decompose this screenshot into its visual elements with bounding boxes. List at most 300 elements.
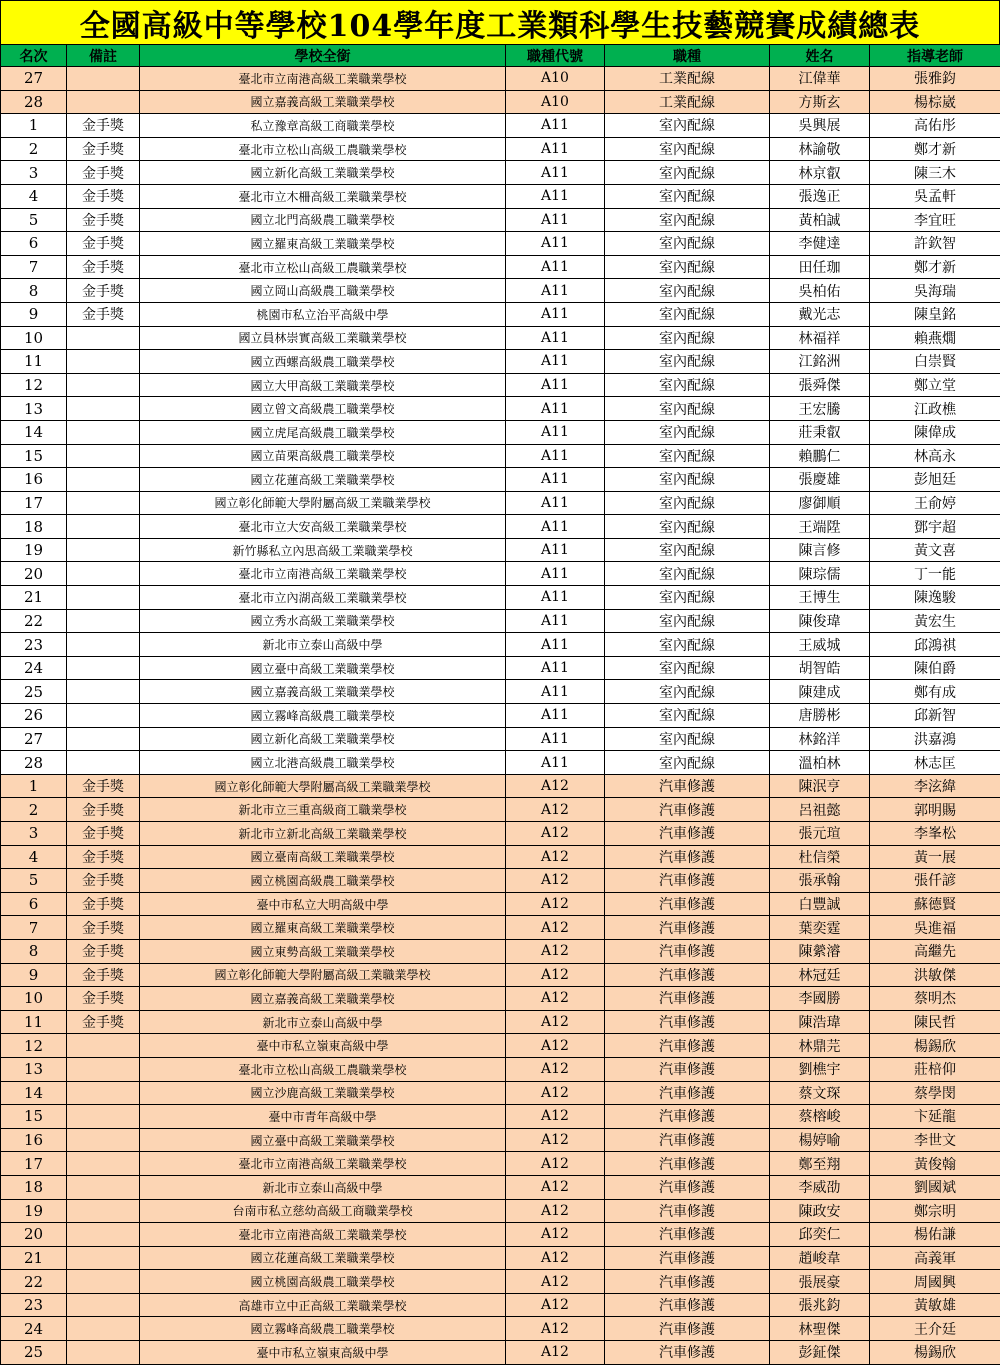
cell-rank: 12: [1, 373, 67, 397]
cell-trade: 汽車修護: [605, 1293, 770, 1317]
cell-note: [67, 1293, 140, 1317]
cell-school: 新竹縣私立內思高級工業職業學校: [140, 538, 506, 562]
cell-rank: 3: [1, 822, 67, 846]
cell-name: 陳泯亨: [770, 774, 870, 798]
cell-code: A12: [506, 822, 605, 846]
header-name: 姓名: [770, 45, 870, 67]
cell-school: 國立臺中高級工業職業學校: [140, 656, 506, 680]
cell-teacher: 白崇賢: [870, 350, 1000, 374]
table-row: [1, 137, 1000, 161]
cell-code: A11: [506, 137, 605, 161]
cell-trade: 工業配線: [605, 90, 770, 114]
table-row: [1, 586, 1000, 610]
cell-note: [67, 90, 140, 114]
cell-note: 金手獎: [67, 302, 140, 326]
cell-teacher: 吳進福: [870, 916, 1000, 940]
cell-note: [67, 562, 140, 586]
cell-rank: 4: [1, 845, 67, 869]
cell-school: 國立北門高級農工職業學校: [140, 208, 506, 232]
cell-code: A11: [506, 114, 605, 138]
cell-name: 彭鉦傑: [770, 1341, 870, 1365]
cell-note: 金手獎: [67, 232, 140, 256]
table-row: [1, 1128, 1000, 1152]
cell-trade: 汽車修護: [605, 1223, 770, 1247]
cell-note: [67, 609, 140, 633]
cell-code: A11: [506, 751, 605, 775]
cell-teacher: 王介廷: [870, 1317, 1000, 1341]
cell-rank: 23: [1, 633, 67, 657]
cell-trade: 汽車修護: [605, 963, 770, 987]
table-row: [1, 350, 1000, 374]
cell-note: 金手獎: [67, 137, 140, 161]
cell-school: 國立羅東高級工業職業學校: [140, 916, 506, 940]
table-row: [1, 609, 1000, 633]
table-row: [1, 751, 1000, 775]
cell-trade: 室內配線: [605, 609, 770, 633]
cell-trade: 室內配線: [605, 161, 770, 185]
cell-name: 方斯玄: [770, 90, 870, 114]
cell-code: A12: [506, 1246, 605, 1270]
cell-trade: 室內配線: [605, 444, 770, 468]
cell-code: A11: [506, 397, 605, 421]
cell-trade: 室內配線: [605, 114, 770, 138]
table-row: [1, 255, 1000, 279]
cell-name: 江偉華: [770, 67, 870, 91]
cell-note: 金手獎: [67, 869, 140, 893]
cell-note: [67, 420, 140, 444]
cell-name: 林冠廷: [770, 963, 870, 987]
cell-trade: 汽車修護: [605, 1034, 770, 1058]
cell-note: 金手獎: [67, 255, 140, 279]
cell-teacher: 楊錫欣: [870, 1034, 1000, 1058]
cell-code: A12: [506, 892, 605, 916]
cell-school: 國立羅東高級工業職業學校: [140, 232, 506, 256]
cell-teacher: 楊錫欣: [870, 1341, 1000, 1365]
cell-school: 國立西螺高級農工職業學校: [140, 350, 506, 374]
cell-name: 呂祖懿: [770, 798, 870, 822]
cell-school: 國立苗栗高級農工職業學校: [140, 444, 506, 468]
table-row: [1, 114, 1000, 138]
cell-code: A12: [506, 1057, 605, 1081]
cell-school: 國立桃園高級農工職業學校: [140, 1270, 506, 1294]
table-row: [1, 963, 1000, 987]
cell-rank: 5: [1, 208, 67, 232]
cell-code: A12: [506, 1128, 605, 1152]
cell-name: 陳言修: [770, 538, 870, 562]
cell-code: A11: [506, 208, 605, 232]
cell-trade: 汽車修護: [605, 869, 770, 893]
cell-school: 國立嘉義高級工業職業學校: [140, 680, 506, 704]
cell-trade: 室內配線: [605, 232, 770, 256]
cell-note: 金手獎: [67, 1010, 140, 1034]
cell-name: 田任珈: [770, 255, 870, 279]
cell-school: 國立花蓮高級工業職業學校: [140, 468, 506, 492]
cell-code: A11: [506, 255, 605, 279]
cell-trade: 室內配線: [605, 680, 770, 704]
cell-note: [67, 704, 140, 728]
cell-code: A11: [506, 373, 605, 397]
cell-note: [67, 1034, 140, 1058]
cell-trade: 室內配線: [605, 562, 770, 586]
cell-teacher: 張雅鈞: [870, 67, 1000, 91]
cell-teacher: 林志匡: [870, 751, 1000, 775]
cell-trade: 汽車修護: [605, 1270, 770, 1294]
cell-school: 臺中市青年高級中學: [140, 1105, 506, 1129]
cell-trade: 室內配線: [605, 373, 770, 397]
cell-name: 王宏騰: [770, 397, 870, 421]
cell-school: 國立花蓮高級工業職業學校: [140, 1246, 506, 1270]
cell-rank: 16: [1, 468, 67, 492]
cell-school: 桃園市私立治平高級中學: [140, 302, 506, 326]
cell-school: 國立曾文高級農工職業學校: [140, 397, 506, 421]
cell-trade: 汽車修護: [605, 1317, 770, 1341]
cell-school: 國立嘉義高級工業職業學校: [140, 90, 506, 114]
cell-rank: 20: [1, 1223, 67, 1247]
cell-teacher: 洪敏傑: [870, 963, 1000, 987]
cell-note: [67, 1128, 140, 1152]
cell-note: 金手獎: [67, 916, 140, 940]
cell-code: A11: [506, 444, 605, 468]
cell-teacher: 鄭立堂: [870, 373, 1000, 397]
cell-note: 金手獎: [67, 822, 140, 846]
cell-school: 國立桃園高級農工職業學校: [140, 869, 506, 893]
table-row: [1, 680, 1000, 704]
table-row: [1, 798, 1000, 822]
cell-school: 新北市立新北高級工業職業學校: [140, 822, 506, 846]
table-row: [1, 822, 1000, 846]
table-row: [1, 515, 1000, 539]
cell-trade: 室內配線: [605, 184, 770, 208]
table-row: [1, 1175, 1000, 1199]
cell-trade: 室內配線: [605, 326, 770, 350]
cell-note: [67, 326, 140, 350]
table-row: [1, 1152, 1000, 1176]
cell-code: A11: [506, 515, 605, 539]
cell-trade: 室內配線: [605, 279, 770, 303]
table-row: [1, 1223, 1000, 1247]
cell-school: 國立彰化師範大學附屬高級工業職業學校: [140, 774, 506, 798]
cell-rank: 24: [1, 656, 67, 680]
cell-school: 國立員林崇實高級工業職業學校: [140, 326, 506, 350]
cell-name: 戴光志: [770, 302, 870, 326]
cell-teacher: 丁一能: [870, 562, 1000, 586]
cell-code: A12: [506, 1081, 605, 1105]
cell-code: A12: [506, 774, 605, 798]
cell-teacher: 鄭有成: [870, 680, 1000, 704]
cell-code: A11: [506, 633, 605, 657]
cell-note: [67, 586, 140, 610]
cell-school: 臺北市立南港高級工業職業學校: [140, 1152, 506, 1176]
cell-teacher: 黃宏生: [870, 609, 1000, 633]
cell-trade: 室內配線: [605, 751, 770, 775]
cell-code: A11: [506, 562, 605, 586]
cell-school: 新北市立泰山高級中學: [140, 1010, 506, 1034]
table-row: [1, 1293, 1000, 1317]
cell-note: 金手獎: [67, 208, 140, 232]
cell-teacher: 鄭宗明: [870, 1199, 1000, 1223]
cell-note: [67, 1199, 140, 1223]
cell-code: A12: [506, 1293, 605, 1317]
cell-note: [67, 538, 140, 562]
cell-teacher: 許欽智: [870, 232, 1000, 256]
cell-name: 劉樵宇: [770, 1057, 870, 1081]
cell-teacher: 莊棓仰: [870, 1057, 1000, 1081]
table-row: [1, 1057, 1000, 1081]
cell-code: A12: [506, 869, 605, 893]
cell-rank: 17: [1, 491, 67, 515]
cell-note: [67, 680, 140, 704]
cell-rank: 27: [1, 727, 67, 751]
table-row: [1, 1010, 1000, 1034]
results-table: [0, 44, 1000, 1365]
cell-name: 趙峻韋: [770, 1246, 870, 1270]
table-row: [1, 845, 1000, 869]
cell-name: 蔡榕峻: [770, 1105, 870, 1129]
cell-trade: 汽車修護: [605, 774, 770, 798]
cell-rank: 10: [1, 987, 67, 1011]
cell-note: [67, 727, 140, 751]
cell-note: [67, 515, 140, 539]
cell-note: [67, 397, 140, 421]
cell-code: A12: [506, 1034, 605, 1058]
cell-trade: 汽車修護: [605, 1010, 770, 1034]
cell-note: [67, 491, 140, 515]
cell-trade: 室內配線: [605, 255, 770, 279]
table-row: [1, 232, 1000, 256]
cell-rank: 2: [1, 798, 67, 822]
cell-name: 張承翰: [770, 869, 870, 893]
cell-note: [67, 1223, 140, 1247]
cell-rank: 10: [1, 326, 67, 350]
header-teacher: 指導老師: [870, 45, 1000, 67]
cell-note: 金手獎: [67, 892, 140, 916]
cell-code: A11: [506, 420, 605, 444]
cell-name: 楊婷喻: [770, 1128, 870, 1152]
cell-trade: 室內配線: [605, 137, 770, 161]
cell-trade: 室內配線: [605, 302, 770, 326]
cell-name: 王威城: [770, 633, 870, 657]
cell-rank: 4: [1, 184, 67, 208]
sheet-title: 全國高級中等學校104學年度工業類科學生技藝競賽成績總表: [0, 0, 1000, 44]
cell-trade: 汽車修護: [605, 1152, 770, 1176]
cell-trade: 汽車修護: [605, 1128, 770, 1152]
cell-code: A11: [506, 609, 605, 633]
cell-code: A12: [506, 939, 605, 963]
cell-code: A11: [506, 302, 605, 326]
cell-rank: 16: [1, 1128, 67, 1152]
table-row: [1, 279, 1000, 303]
cell-rank: 2: [1, 137, 67, 161]
cell-rank: 18: [1, 1175, 67, 1199]
cell-rank: 19: [1, 1199, 67, 1223]
cell-note: [67, 1246, 140, 1270]
cell-name: 張兆鈞: [770, 1293, 870, 1317]
cell-school: 國立北港高級農工職業學校: [140, 751, 506, 775]
cell-teacher: 楊佑謙: [870, 1223, 1000, 1247]
cell-trade: 室內配線: [605, 586, 770, 610]
header-rank: 名次: [1, 45, 67, 67]
cell-teacher: 黃文喜: [870, 538, 1000, 562]
cell-trade: 室內配線: [605, 656, 770, 680]
cell-school: 國立沙鹿高級工業職業學校: [140, 1081, 506, 1105]
cell-note: 金手獎: [67, 798, 140, 822]
cell-code: A11: [506, 279, 605, 303]
cell-school: 臺北市立南港高級工業職業學校: [140, 1223, 506, 1247]
table-row: [1, 1081, 1000, 1105]
cell-trade: 汽車修護: [605, 845, 770, 869]
cell-code: A12: [506, 1199, 605, 1223]
cell-teacher: 高繼先: [870, 939, 1000, 963]
cell-code: A11: [506, 326, 605, 350]
table-row: [1, 397, 1000, 421]
cell-rank: 17: [1, 1152, 67, 1176]
cell-school: 高雄市立中正高級工業職業學校: [140, 1293, 506, 1317]
cell-code: A11: [506, 656, 605, 680]
cell-rank: 8: [1, 939, 67, 963]
cell-teacher: 鄭才新: [870, 137, 1000, 161]
cell-code: A11: [506, 184, 605, 208]
cell-trade: 汽車修護: [605, 1175, 770, 1199]
cell-rank: 11: [1, 1010, 67, 1034]
cell-teacher: 黃俊翰: [870, 1152, 1000, 1176]
cell-rank: 9: [1, 302, 67, 326]
cell-trade: 室內配線: [605, 538, 770, 562]
cell-teacher: 邱新智: [870, 704, 1000, 728]
cell-note: [67, 1081, 140, 1105]
cell-trade: 汽車修護: [605, 939, 770, 963]
cell-rank: 27: [1, 67, 67, 91]
cell-code: A12: [506, 1010, 605, 1034]
cell-name: 林福祥: [770, 326, 870, 350]
cell-name: 王端陞: [770, 515, 870, 539]
cell-teacher: 李峯松: [870, 822, 1000, 846]
cell-trade: 室內配線: [605, 468, 770, 492]
table-row: [1, 1317, 1000, 1341]
cell-name: 陳縈濬: [770, 939, 870, 963]
cell-code: A12: [506, 845, 605, 869]
table-row: [1, 727, 1000, 751]
cell-school: 臺北市立大安高級工業職業學校: [140, 515, 506, 539]
cell-teacher: 陳民哲: [870, 1010, 1000, 1034]
cell-note: [67, 1105, 140, 1129]
table-row: [1, 1199, 1000, 1223]
cell-code: A11: [506, 680, 605, 704]
cell-trade: 汽車修護: [605, 1341, 770, 1365]
cell-rank: 1: [1, 114, 67, 138]
cell-teacher: 陳逸駿: [870, 586, 1000, 610]
table-row: [1, 633, 1000, 657]
cell-teacher: 周國興: [870, 1270, 1000, 1294]
cell-code: A12: [506, 963, 605, 987]
cell-trade: 汽車修護: [605, 892, 770, 916]
cell-rank: 28: [1, 90, 67, 114]
cell-note: [67, 1341, 140, 1365]
cell-teacher: 黃敏雄: [870, 1293, 1000, 1317]
cell-name: 廖御順: [770, 491, 870, 515]
table-row: [1, 326, 1000, 350]
cell-name: 吳興展: [770, 114, 870, 138]
cell-code: A12: [506, 916, 605, 940]
cell-note: [67, 350, 140, 374]
cell-code: A11: [506, 468, 605, 492]
table-body: [1, 67, 1000, 1365]
cell-name: 黃柏誠: [770, 208, 870, 232]
cell-code: A12: [506, 987, 605, 1011]
cell-school: 臺北市立松山高級工農職業學校: [140, 255, 506, 279]
cell-rank: 9: [1, 963, 67, 987]
table-row: [1, 1246, 1000, 1270]
cell-name: 莊秉叡: [770, 420, 870, 444]
cell-name: 林京叡: [770, 161, 870, 185]
cell-teacher: 張仟諺: [870, 869, 1000, 893]
cell-trade: 工業配線: [605, 67, 770, 91]
table-row: [1, 538, 1000, 562]
cell-name: 張舜傑: [770, 373, 870, 397]
cell-name: 胡智皓: [770, 656, 870, 680]
cell-teacher: 賴燕燗: [870, 326, 1000, 350]
cell-rank: 12: [1, 1034, 67, 1058]
cell-note: [67, 1317, 140, 1341]
cell-rank: 6: [1, 232, 67, 256]
cell-code: A11: [506, 232, 605, 256]
cell-rank: 24: [1, 1317, 67, 1341]
table-row: [1, 656, 1000, 680]
cell-name: 李國勝: [770, 987, 870, 1011]
cell-school: 臺中市私立嶺東高級中學: [140, 1341, 506, 1365]
cell-rank: 19: [1, 538, 67, 562]
table-row: [1, 491, 1000, 515]
cell-note: 金手獎: [67, 279, 140, 303]
cell-teacher: 蘇德賢: [870, 892, 1000, 916]
cell-teacher: 李宜旺: [870, 208, 1000, 232]
table-row: [1, 67, 1000, 91]
cell-code: A12: [506, 1270, 605, 1294]
cell-name: 陳政安: [770, 1199, 870, 1223]
cell-code: A11: [506, 586, 605, 610]
cell-rank: 7: [1, 916, 67, 940]
cell-rank: 21: [1, 1246, 67, 1270]
cell-school: 臺北市立南港高級工業職業學校: [140, 562, 506, 586]
cell-note: [67, 1270, 140, 1294]
cell-school: 國立大甲高級工業職業學校: [140, 373, 506, 397]
cell-teacher: 陳皇銘: [870, 302, 1000, 326]
cell-name: 林聖傑: [770, 1317, 870, 1341]
cell-note: [67, 1175, 140, 1199]
header-note: 備註: [67, 45, 140, 67]
cell-rank: 13: [1, 1057, 67, 1081]
cell-school: 私立豫章高級工商職業學校: [140, 114, 506, 138]
cell-name: 陳建成: [770, 680, 870, 704]
cell-school: 新北市立泰山高級中學: [140, 633, 506, 657]
cell-note: 金手獎: [67, 987, 140, 1011]
cell-code: A11: [506, 704, 605, 728]
cell-note: [67, 751, 140, 775]
cell-name: 陳俊瑋: [770, 609, 870, 633]
cell-trade: 室內配線: [605, 704, 770, 728]
cell-rank: 23: [1, 1293, 67, 1317]
cell-name: 李威劭: [770, 1175, 870, 1199]
cell-teacher: 陳伯爵: [870, 656, 1000, 680]
cell-school: 臺北市立木柵高級工業職業學校: [140, 184, 506, 208]
cell-code: A12: [506, 1152, 605, 1176]
cell-teacher: 江政樵: [870, 397, 1000, 421]
cell-trade: 汽車修護: [605, 1105, 770, 1129]
cell-note: 金手獎: [67, 774, 140, 798]
cell-school: 國立霧峰高級農工職業學校: [140, 704, 506, 728]
cell-name: 江銘洲: [770, 350, 870, 374]
cell-teacher: 李世文: [870, 1128, 1000, 1152]
cell-name: 唐勝彬: [770, 704, 870, 728]
